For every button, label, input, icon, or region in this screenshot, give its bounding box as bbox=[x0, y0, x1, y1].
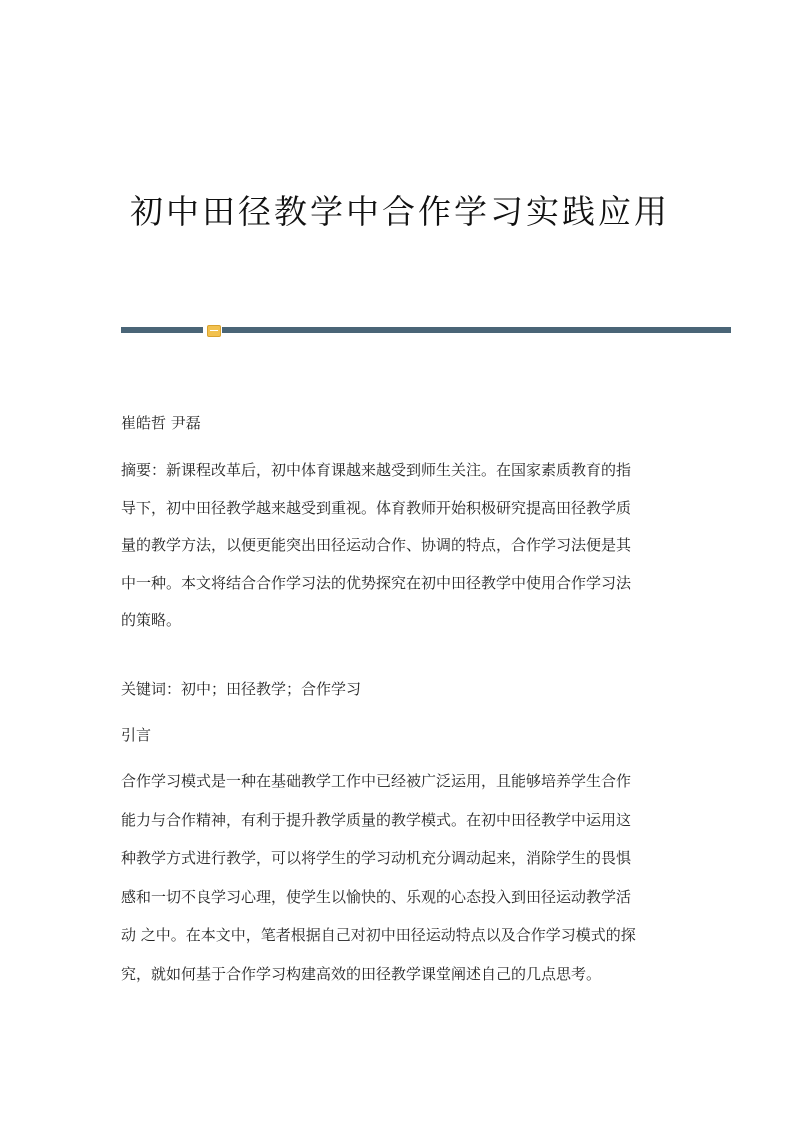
divider-bar-left bbox=[121, 327, 203, 333]
intro-line: 究，就如何基于合作学习构建高效的田径教学课堂阐述自己的几点思考。 bbox=[121, 964, 602, 983]
intro-heading: 引言 bbox=[121, 726, 152, 744]
intro-line: 动 之中。在本文中，笔者根据自己对初中田径运动特点以及合作学习模式的探 bbox=[121, 926, 636, 945]
divider-bar-right bbox=[222, 327, 731, 333]
keywords: 关键词：初中；田径教学；合作学习 bbox=[121, 680, 362, 698]
intro-line: 感和一切不良学习心理，使学生以愉快的、乐观的心态投入到田径运动教学活 bbox=[121, 887, 632, 906]
abstract-line: 中一种。本文将结合合作学习法的优势探究在初中田径教学中使用合作学习法 bbox=[121, 573, 632, 592]
abstract-line: 导下，初中田径教学越来越受到重视。体育教师开始积极研究提高田径教学质 bbox=[121, 498, 632, 517]
document-title: 初中田径教学中合作学习实践应用 bbox=[130, 192, 670, 231]
abstract-line: 量的教学方法，以便更能突出田径运动合作、协调的特点，合作学习法便是其 bbox=[121, 536, 632, 555]
intro-line: 能力与合作精神，有利于提升教学质量的教学模式。在初中田径教学中运用这 bbox=[121, 810, 632, 829]
intro-body bbox=[121, 762, 681, 994]
intro-line: 种教学方式进行教学，可以将学生的学习动机充分调动起来，消除学生的畏惧 bbox=[121, 849, 632, 868]
pencil-ornament-icon bbox=[207, 325, 221, 337]
title-divider bbox=[121, 325, 731, 333]
abstract-line: 摘要：新课程改革后，初中体育课越来越受到师生关注。在国家素质教育的指 bbox=[121, 461, 632, 479]
intro-line: 合作学习模式是一种在基础教学工作中已经被广泛运用，且能够培养学生合作 bbox=[121, 772, 632, 790]
abstract-line: 的策略。 bbox=[121, 611, 182, 630]
authors: 崔皓哲 尹磊 bbox=[121, 414, 201, 432]
abstract bbox=[121, 452, 681, 640]
